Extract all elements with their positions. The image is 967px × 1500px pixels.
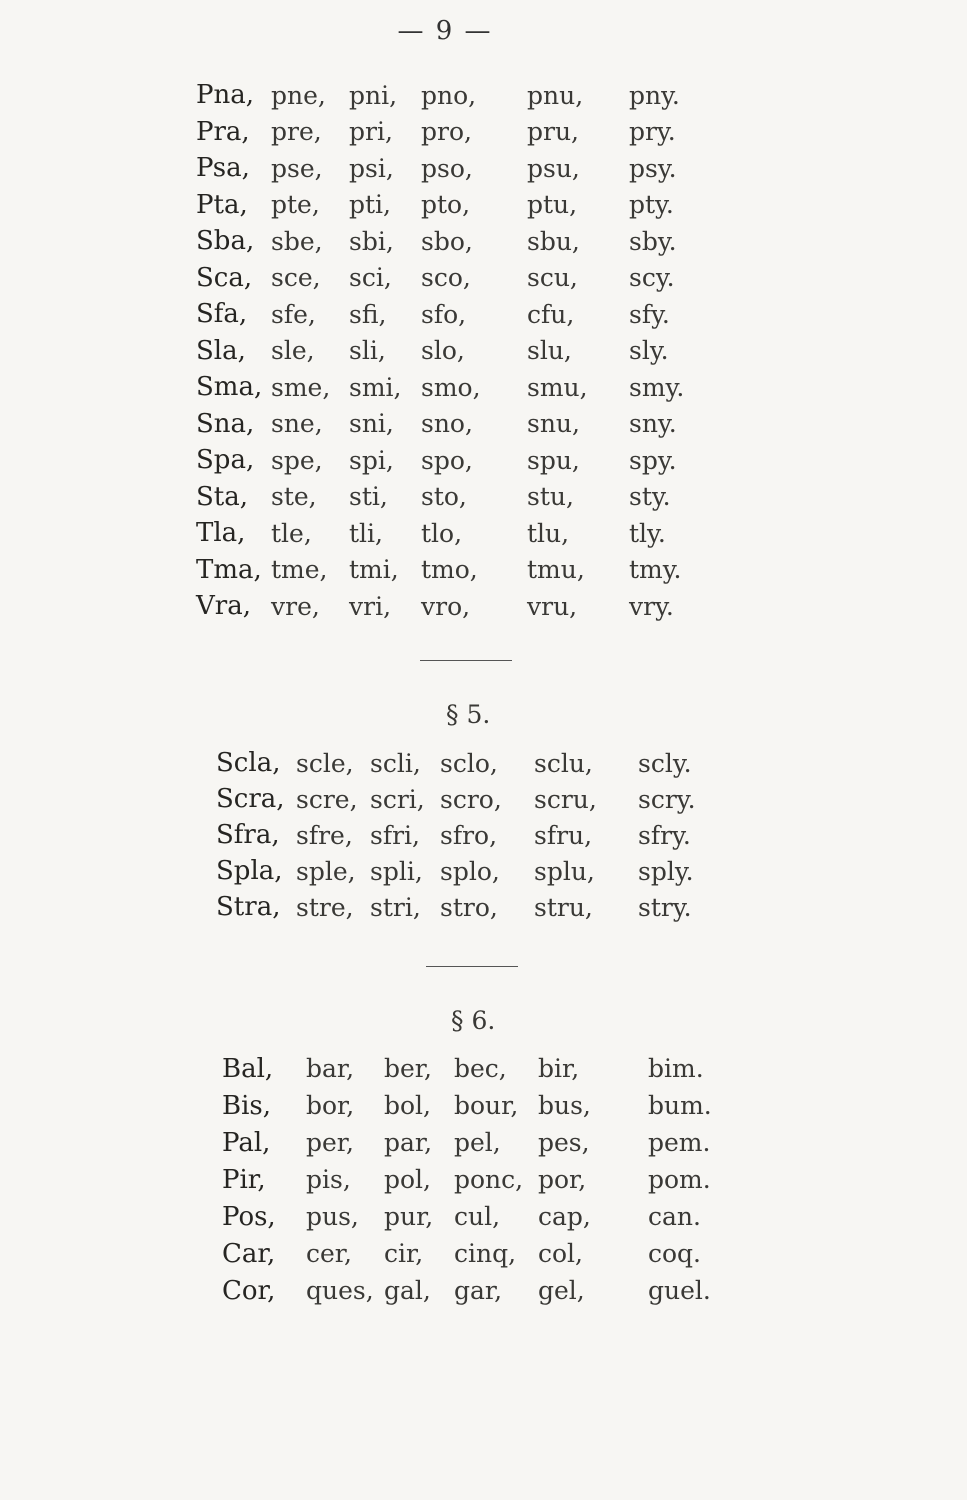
syllable-cell: tme, xyxy=(271,555,328,585)
syllable-cell: sme, xyxy=(271,372,331,402)
syllable-cell: ste, xyxy=(271,482,317,512)
syllable-cell: pte, xyxy=(271,190,320,220)
syllable-cell: cap, xyxy=(538,1202,591,1231)
syllable-cell: stri, xyxy=(370,892,421,922)
syllable-cell: Sma, xyxy=(196,372,263,403)
syllable-cell: Pal, xyxy=(222,1127,271,1158)
syllable-cell: sby. xyxy=(629,226,677,256)
syllable-cell: stu, xyxy=(527,482,574,512)
syllable-cell: Sba, xyxy=(196,226,255,257)
syllable-cell: psi, xyxy=(349,153,394,183)
syllable-cell: Sta, xyxy=(196,481,249,512)
syllable-cell: splu, xyxy=(534,856,595,886)
syllable-cell: Sfa, xyxy=(196,299,248,330)
syllable-cell: sbe, xyxy=(271,226,323,256)
syllable-cell: pru, xyxy=(527,117,580,147)
syllable-cell: Pos, xyxy=(222,1201,276,1232)
syllable-cell: ptu, xyxy=(527,190,578,220)
syllable-cell: tly. xyxy=(629,518,666,548)
syllable-cell: sni, xyxy=(349,409,394,439)
syllable-cell: tmu, xyxy=(527,555,585,585)
syllable-cell: spy. xyxy=(629,445,677,475)
syllable-cell: pnu, xyxy=(527,80,584,110)
syllable-row xyxy=(222,1161,718,1198)
syllable-cell: tmy. xyxy=(629,555,682,585)
syllable-cell: bour, xyxy=(454,1091,519,1120)
syllable-cell: Spa, xyxy=(196,445,255,476)
syllable-cell: sle, xyxy=(271,336,315,366)
syllable-cell: bir, xyxy=(538,1054,580,1083)
syllable-cell: guel. xyxy=(648,1276,711,1305)
syllable-cell: scri, xyxy=(370,784,425,814)
syllable-row xyxy=(216,889,708,925)
syllable-table-section-5 xyxy=(216,745,708,925)
syllable-cell: scru, xyxy=(534,784,597,814)
syllable-cell: gel, xyxy=(538,1276,585,1305)
syllable-cell: pus, xyxy=(306,1202,359,1231)
syllable-cell: sbi, xyxy=(349,226,394,256)
syllable-cell: slu, xyxy=(527,336,572,366)
syllable-cell: Bis, xyxy=(222,1090,272,1121)
syllable-cell: sclu, xyxy=(534,748,593,778)
syllable-row xyxy=(196,369,699,406)
syllable-cell: Vra, xyxy=(196,591,251,622)
syllable-cell: ponc, xyxy=(454,1165,524,1194)
syllable-cell: pre, xyxy=(271,117,322,147)
syllable-cell: bum. xyxy=(648,1091,712,1120)
syllable-cell: cir, xyxy=(384,1239,424,1268)
syllable-cell: cfu, xyxy=(527,299,575,329)
syllable-cell: pel, xyxy=(454,1128,501,1157)
syllable-cell: coq. xyxy=(648,1239,702,1268)
syllable-row xyxy=(196,260,699,297)
syllable-cell: Bal, xyxy=(222,1053,274,1084)
syllable-cell: cul, xyxy=(454,1202,501,1231)
syllable-cell: sti, xyxy=(349,482,388,512)
syllable-cell: scro, xyxy=(440,784,502,814)
syllable-row xyxy=(216,745,708,781)
syllable-cell: sly. xyxy=(629,336,669,366)
syllable-row xyxy=(196,588,699,625)
syllable-cell: pol, xyxy=(384,1165,431,1194)
syllable-cell: cinq, xyxy=(454,1239,517,1268)
syllable-cell: pis, xyxy=(306,1165,351,1194)
syllable-cell: sclo, xyxy=(440,748,498,778)
syllable-cell: sfe, xyxy=(271,299,316,329)
syllable-row xyxy=(196,187,699,224)
syllable-cell: psu, xyxy=(527,153,580,183)
syllable-cell: par, xyxy=(384,1128,433,1157)
syllable-cell: por, xyxy=(538,1165,587,1194)
syllable-row xyxy=(196,150,699,187)
syllable-cell: scy. xyxy=(629,263,675,293)
syllable-cell: bus, xyxy=(538,1091,591,1120)
syllable-cell: pty. xyxy=(629,190,674,220)
syllable-cell: pti, xyxy=(349,190,391,220)
syllable-cell: pto, xyxy=(421,190,471,220)
syllable-cell: sfru, xyxy=(534,820,593,850)
syllable-cell: pur, xyxy=(384,1202,434,1231)
syllable-cell: gar, xyxy=(454,1276,503,1305)
syllable-cell: scli, xyxy=(370,748,421,778)
syllable-cell: sply. xyxy=(638,856,694,886)
syllable-cell: Sfra, xyxy=(216,820,280,850)
syllable-cell: sfre, xyxy=(296,820,353,850)
syllable-cell: gal, xyxy=(384,1276,431,1305)
syllable-cell: Pna, xyxy=(196,80,255,111)
syllable-cell: sfy. xyxy=(629,299,670,329)
syllable-cell: sfo, xyxy=(421,299,467,329)
syllable-cell: Stra, xyxy=(216,892,281,922)
syllable-row xyxy=(222,1124,718,1161)
syllable-cell: Pra, xyxy=(196,116,250,147)
syllable-cell: Scra, xyxy=(216,784,285,814)
syllable-cell: spe, xyxy=(271,445,323,475)
syllable-cell: pne, xyxy=(271,80,326,110)
syllable-row xyxy=(196,479,699,516)
syllable-cell: tlu, xyxy=(527,518,570,548)
syllable-row xyxy=(216,853,708,889)
syllable-cell: pni, xyxy=(349,80,398,110)
syllable-cell: sfry. xyxy=(638,820,691,850)
syllable-row xyxy=(216,817,708,853)
syllable-cell: Psa, xyxy=(196,153,250,184)
syllable-row xyxy=(196,223,699,260)
syllable-row xyxy=(216,781,708,817)
syllable-cell: smu, xyxy=(527,372,588,402)
syllable-cell: scry. xyxy=(638,784,696,814)
syllable-cell: stre, xyxy=(296,892,354,922)
syllable-cell: per, xyxy=(306,1128,354,1157)
syllable-cell: tmo, xyxy=(421,555,478,585)
syllable-cell: stro, xyxy=(440,892,498,922)
syllable-cell: pro, xyxy=(421,117,472,147)
syllable-cell: pes, xyxy=(538,1128,590,1157)
syllable-row xyxy=(196,442,699,479)
syllable-cell: Tla, xyxy=(196,518,246,549)
syllable-cell: pri, xyxy=(349,117,393,147)
syllable-cell: pry. xyxy=(629,117,676,147)
syllable-cell: smi, xyxy=(349,372,402,402)
syllable-cell: ber, xyxy=(384,1054,432,1083)
syllable-cell: Spla, xyxy=(216,856,283,886)
page-number: — 9 — xyxy=(397,16,493,46)
syllable-cell: vri, xyxy=(349,591,392,621)
syllable-cell: sbo, xyxy=(421,226,473,256)
syllable-cell: bol, xyxy=(384,1091,431,1120)
syllable-cell: stry. xyxy=(638,892,692,922)
syllable-cell: vre, xyxy=(271,591,320,621)
syllable-cell: splo, xyxy=(440,856,500,886)
syllable-cell: sne, xyxy=(271,409,323,439)
syllable-cell: tli, xyxy=(349,518,383,548)
syllable-cell: bec, xyxy=(454,1054,507,1083)
syllable-row xyxy=(222,1235,718,1272)
syllable-cell: smo, xyxy=(421,372,481,402)
syllable-cell: sli, xyxy=(349,336,386,366)
syllable-cell: vro, xyxy=(421,591,471,621)
syllable-cell: sco, xyxy=(421,263,471,293)
syllable-row xyxy=(196,333,699,370)
syllable-cell: psy. xyxy=(629,153,677,183)
syllable-cell: pno, xyxy=(421,80,477,110)
syllable-cell: sple, xyxy=(296,856,356,886)
syllable-row xyxy=(196,515,699,552)
syllable-cell: sty. xyxy=(629,482,671,512)
syllable-cell: can. xyxy=(648,1202,701,1231)
syllable-cell: scre, xyxy=(296,784,358,814)
syllable-cell: vru, xyxy=(527,591,578,621)
syllable-cell: pem. xyxy=(648,1128,711,1157)
syllable-cell: sfro, xyxy=(440,820,498,850)
syllable-cell: stru, xyxy=(534,892,593,922)
section-heading-6: § 6. xyxy=(451,1006,496,1035)
syllable-cell: ques, xyxy=(306,1276,374,1305)
syllable-cell: Car, xyxy=(222,1238,276,1269)
syllable-cell: pom. xyxy=(648,1165,711,1194)
syllable-cell: tlo, xyxy=(421,518,463,548)
section-divider xyxy=(426,966,518,967)
syllable-cell: sny. xyxy=(629,409,677,439)
syllable-cell: col, xyxy=(538,1239,583,1268)
syllable-cell: sto, xyxy=(421,482,467,512)
syllable-row xyxy=(196,296,699,333)
syllable-row xyxy=(196,552,699,589)
syllable-cell: Pir, xyxy=(222,1164,266,1195)
syllable-cell: sno, xyxy=(421,409,473,439)
syllable-cell: sce, xyxy=(271,263,321,293)
syllable-cell: smy. xyxy=(629,372,685,402)
syllable-row xyxy=(222,1198,718,1235)
syllable-cell: pse, xyxy=(271,153,323,183)
syllable-table-section-6 xyxy=(222,1050,718,1309)
syllable-row xyxy=(222,1272,718,1309)
syllable-cell: vry. xyxy=(629,591,674,621)
syllable-cell: spo, xyxy=(421,445,473,475)
syllable-cell: sfi, xyxy=(349,299,387,329)
section-heading-5: § 5. xyxy=(446,700,491,729)
syllable-cell: bor, xyxy=(306,1091,355,1120)
syllable-cell: Pta, xyxy=(196,189,248,220)
syllable-table-block-1 xyxy=(196,77,699,625)
syllable-cell: tmi, xyxy=(349,555,399,585)
syllable-cell: spi, xyxy=(349,445,394,475)
syllable-cell: sfri, xyxy=(370,820,420,850)
syllable-cell: spli, xyxy=(370,856,423,886)
syllable-row xyxy=(196,77,699,114)
syllable-cell: sbu, xyxy=(527,226,580,256)
syllable-cell: bim. xyxy=(648,1054,704,1083)
section-divider xyxy=(420,660,512,661)
syllable-cell: Sna, xyxy=(196,408,255,439)
syllable-cell: scle, xyxy=(296,748,354,778)
syllable-row xyxy=(196,114,699,151)
syllable-cell: Tma, xyxy=(196,554,262,585)
syllable-cell: scly. xyxy=(638,748,692,778)
syllable-cell: tle, xyxy=(271,518,312,548)
syllable-cell: Scla, xyxy=(216,748,281,778)
syllable-cell: cer, xyxy=(306,1239,352,1268)
syllable-cell: Sla, xyxy=(196,335,246,366)
syllable-row xyxy=(222,1050,718,1087)
syllable-cell: bar, xyxy=(306,1054,355,1083)
syllable-cell: Sca, xyxy=(196,262,253,293)
syllable-cell: scu, xyxy=(527,263,578,293)
syllable-cell: sci, xyxy=(349,263,392,293)
syllable-cell: spu, xyxy=(527,445,580,475)
syllable-cell: slo, xyxy=(421,336,465,366)
syllable-cell: pny. xyxy=(629,80,680,110)
syllable-cell: snu, xyxy=(527,409,580,439)
syllable-cell: Cor, xyxy=(222,1275,276,1306)
syllable-row xyxy=(196,406,699,443)
syllable-row xyxy=(222,1087,718,1124)
syllable-cell: pso, xyxy=(421,153,473,183)
